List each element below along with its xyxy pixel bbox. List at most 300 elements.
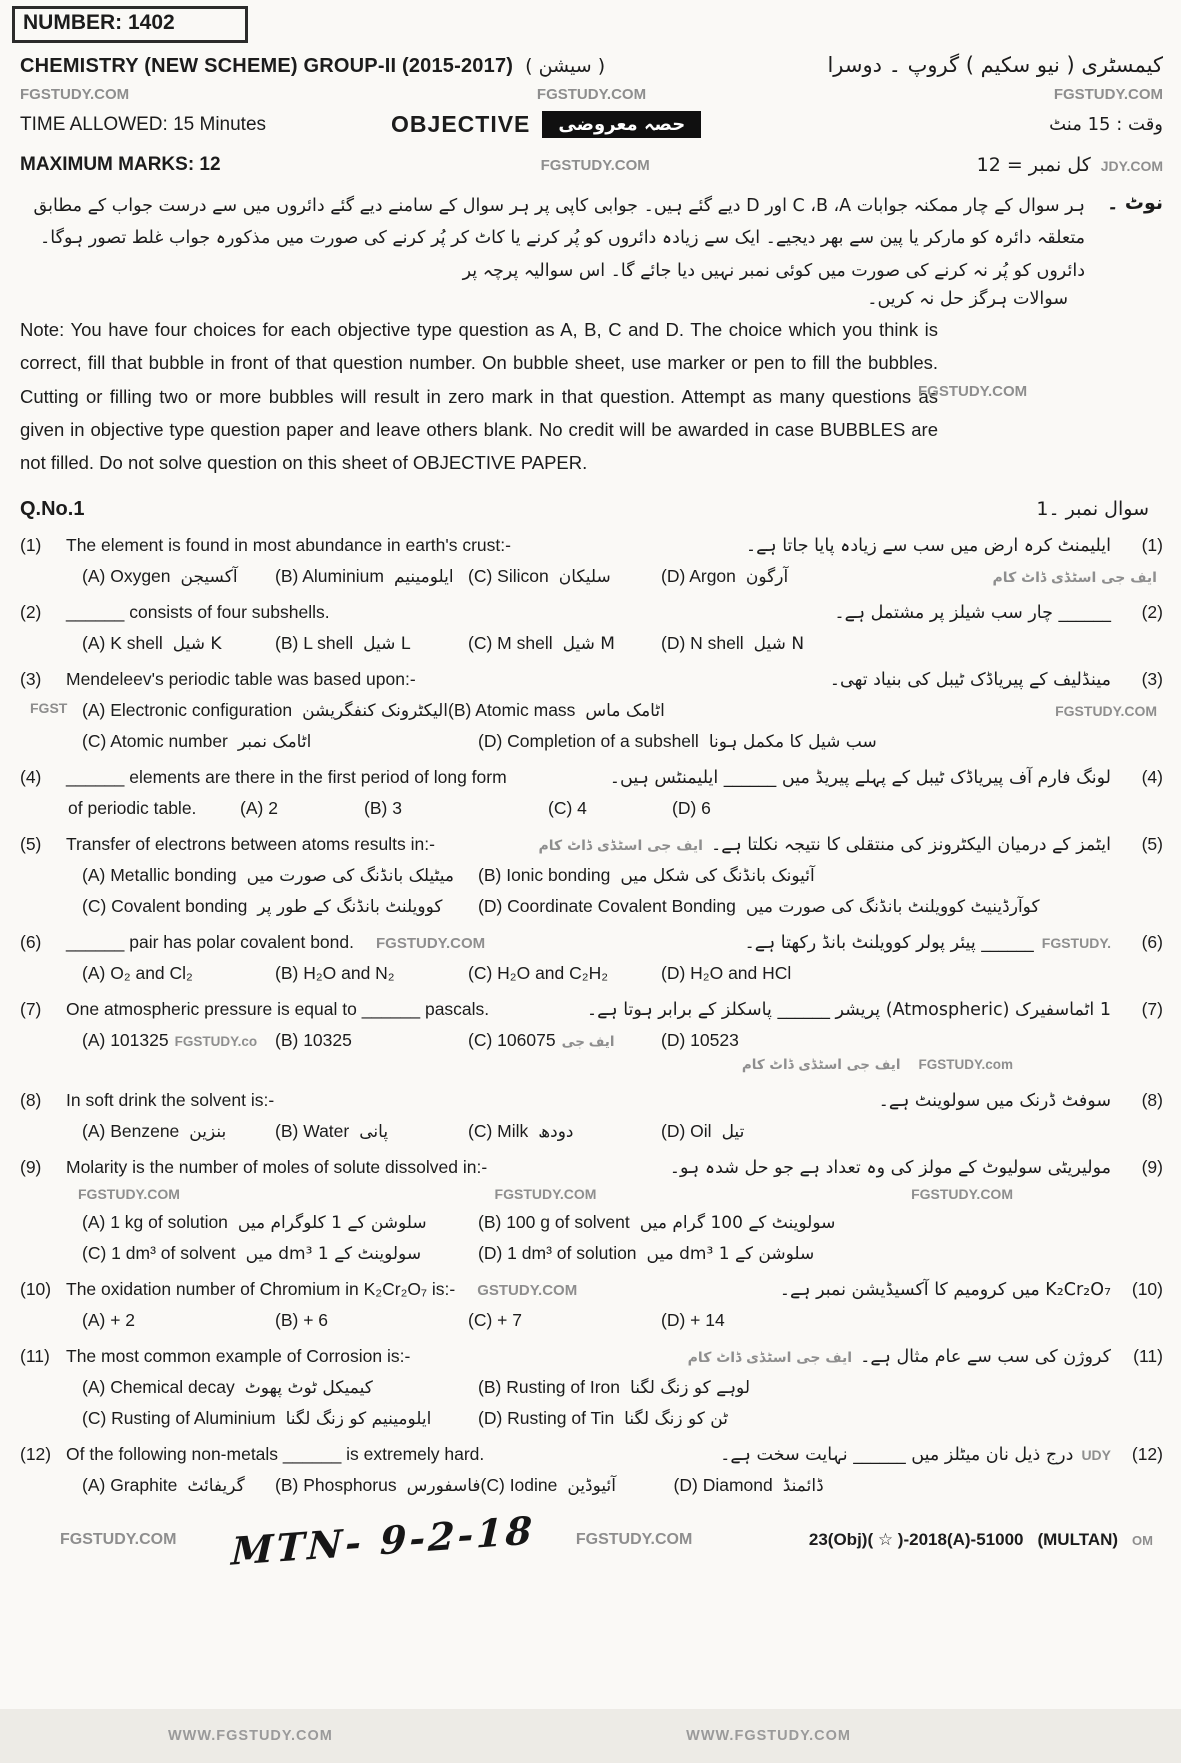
question-number: (5) (20, 833, 42, 854)
option-text: 100 g of solvent (506, 1211, 630, 1232)
option-text-urdu: کیمیکل ٹوٹ پھوٹ (244, 1377, 373, 1398)
options-row (20, 1212, 1163, 1233)
print-code: 23(Obj)( ☆ )-2018(A)-51000 (808, 1530, 1024, 1550)
option-text-urdu: K شیل (172, 633, 222, 654)
option-text: H₂O and N₂ (303, 962, 395, 983)
option-text: Rusting of Tin (507, 1407, 615, 1428)
option-text: N shell (690, 632, 744, 653)
watermark-text: FGSTUDY.COM (536, 86, 647, 103)
watermark-text: FGSTUDY.COM (1053, 86, 1163, 103)
option-text-urdu: الیکٹرونک کنفگریشن (302, 700, 449, 721)
option-label: (B) (275, 1309, 299, 1330)
watermark-text: FGSTUDY.COM (78, 1185, 180, 1202)
option-c (82, 731, 478, 752)
question-one-heading-row (20, 498, 1163, 521)
option-c (468, 1310, 661, 1331)
paper-number-box (12, 6, 248, 43)
options-row (20, 633, 1163, 654)
watermark-text: FGSTUDY. (1041, 934, 1111, 951)
option-d (661, 633, 804, 654)
option-text-urdu: فاسفورس (406, 1475, 481, 1496)
option-text: 6 (701, 797, 711, 818)
question-number-right: (8) (1141, 1089, 1163, 1110)
question-2 (20, 602, 1163, 654)
watermark-text: ایف جی (561, 1033, 615, 1049)
option-text: 10523 (690, 1029, 739, 1050)
option-text-urdu: ٹن کو زنگ لگنا (624, 1408, 728, 1429)
question-number: (8) (20, 1089, 42, 1110)
watermark-text: FGSTUDY.com (918, 1056, 1013, 1072)
option-text: 2 (268, 797, 278, 818)
option-label: (D) (478, 1407, 503, 1428)
question-6 (20, 932, 1163, 984)
option-label: (A) (82, 962, 106, 983)
option-text: O₂ and Cl₂ (110, 962, 193, 983)
watermark-text: FGSTUDY.COM (575, 1531, 693, 1549)
option-text-urdu: سولوینٹ کے 1 dm³ میں (245, 1243, 422, 1264)
option-c (548, 798, 672, 819)
option-text: 1 dm³ of solvent (111, 1242, 236, 1263)
options-row (20, 731, 1163, 752)
option-text: 1 dm³ of solution (507, 1242, 637, 1263)
question-number-right: (2) (1141, 601, 1163, 622)
option-label: (A) (82, 1474, 106, 1495)
question-number: (9) (20, 1156, 42, 1177)
watermark-text: GSTUDY.COM (477, 1281, 578, 1299)
option-a (82, 566, 275, 587)
option-text: Rusting of Aluminium (111, 1407, 276, 1428)
option-text-urdu: میٹیلک بانڈنگ کی صورت میں (246, 865, 455, 886)
question-text-urdu: ایلیمنٹ کرہ ارض میں سب سے زیادہ پایا جاتا ہے۔ (745, 535, 1111, 556)
option-text: Oil (690, 1120, 712, 1141)
question-text-urdu: سوفٹ ڈرنک میں سولوینٹ ہے۔ (878, 1090, 1111, 1111)
question-head (20, 767, 1163, 788)
option-text: 10325 (303, 1029, 352, 1050)
option-d (661, 1121, 744, 1142)
question-head (20, 602, 1163, 623)
option-label: (C) (468, 962, 493, 983)
option-label: (A) (240, 797, 264, 818)
option-a (82, 700, 448, 721)
option-text-urdu: گریفائٹ (187, 1475, 245, 1496)
option-label: (B) (275, 632, 299, 653)
option-text: 1 kg of solution (110, 1211, 228, 1232)
option-label: (C) (468, 565, 493, 586)
maximum-marks-urdu: کل نمبر = 12 (976, 154, 1091, 176)
question-head (20, 999, 1163, 1020)
question-number-right: (5) (1141, 833, 1163, 854)
question-number: (1) (20, 534, 42, 555)
option-text: 4 (577, 797, 587, 818)
options-row (20, 1408, 1163, 1429)
option-d (661, 1310, 725, 1331)
option-c (82, 1243, 478, 1264)
watermark-text: FGSTUDY.COM (918, 383, 1028, 400)
question-text: ______ consists of four subshells. (66, 601, 330, 622)
option-label: (D) (661, 632, 686, 653)
question-text-urdu: درج ذیل نان میٹلز میں ______ نہایت سخت ہے۔ (720, 1444, 1074, 1465)
watermark-text: FGSTUDY.COM (20, 86, 130, 103)
option-text: 101325 (110, 1029, 169, 1050)
marks-row (20, 154, 1163, 176)
option-d (661, 963, 791, 984)
option-label: (D) (661, 1029, 686, 1050)
session-label: ( سیشن ) (525, 55, 606, 77)
option-text: Oxygen (110, 565, 171, 586)
watermark-text: FGSTUDY.COM (376, 934, 486, 952)
option-text: 106075 (497, 1029, 556, 1050)
question-5 (20, 834, 1163, 917)
question-text-urdu: مینڈلیف کے پیریاڈک ٹیبل کی بنیاد تھی۔ (829, 669, 1111, 690)
option-text-urdu: ایلومینیم کو زنگ لگنا (285, 1408, 432, 1429)
option-text-urdu: کوآرڈینیٹ کوویلنٹ بانڈنگ کی صورت میں (745, 896, 1040, 917)
objective-heading-group (391, 111, 701, 138)
options-row (20, 566, 1163, 587)
option-d (478, 1408, 728, 1429)
option-b (275, 1475, 481, 1496)
question-text-line2 (20, 798, 1163, 819)
option-text: Electronic configuration (110, 699, 293, 720)
option-b (275, 1030, 468, 1051)
option-d (674, 1475, 824, 1496)
option-label: (A) (82, 632, 106, 653)
option-text: Completion of a subshell (507, 730, 699, 751)
question-text: ______ pair has polar covalent bond. (66, 931, 354, 952)
option-label: (D) (661, 565, 686, 586)
watermark-text: ایف جی اسٹڈی ڈاٹ کام (992, 569, 1157, 586)
option-text-urdu: سلوشن کے 1 dm³ میں (646, 1243, 815, 1264)
question-text: Molarity is the number of moles of solute dissolved in:- (66, 1156, 488, 1177)
option-label: (C) (468, 632, 493, 653)
option-text: Water (303, 1120, 350, 1141)
option-text-urdu: آرگون (745, 566, 789, 587)
watermark-text: FGST (30, 699, 68, 716)
option-text: Benzene (110, 1120, 180, 1141)
option-text-urdu: آکسیجن (180, 566, 238, 587)
option-d (672, 798, 796, 819)
option-a (82, 1377, 478, 1398)
question-number: (12) (20, 1443, 52, 1464)
option-text: + 6 (303, 1309, 329, 1330)
question-one-heading: Q.No.1 (20, 497, 85, 520)
option-c (468, 963, 661, 984)
option-c (468, 1121, 661, 1142)
option-label: (A) (82, 699, 106, 720)
option-label: (C) (82, 1407, 107, 1428)
question-number: (4) (20, 766, 42, 787)
option-label: (C) (468, 1120, 493, 1141)
option-text-urdu: اٹامک ماس (585, 700, 665, 721)
question-number-right: (10) (1131, 1278, 1163, 1299)
option-text: Diamond (702, 1474, 773, 1495)
question-number: (6) (20, 931, 42, 952)
note-urdu-row (20, 190, 1163, 287)
question-text: ______ elements are there in the first period of long form (66, 766, 507, 787)
maximum-marks: MAXIMUM MARKS: 12 (20, 154, 221, 175)
time-allowed-urdu: وقت : 15 منٹ (1049, 114, 1163, 135)
option-label: (C) (468, 1309, 493, 1330)
option-text-urdu: N شیل (753, 633, 805, 654)
question-text-urdu: ایٹمز کے درمیان الیکٹرونز کی منتقلی کا نتیجہ نکلتا ہے۔ (710, 834, 1111, 855)
print-code-group (809, 1530, 1153, 1550)
title-row (20, 53, 1163, 78)
option-text: Silicon (497, 565, 549, 586)
question-number: (3) (20, 668, 42, 689)
question-text-urdu: کروژن کی سب سے عام مثال ہے۔ (860, 1346, 1111, 1367)
question-head (20, 932, 1163, 953)
question-number-right: (9) (1141, 1156, 1163, 1177)
option-text: Chemical decay (110, 1376, 235, 1397)
option-text: Atomic mass (475, 699, 576, 720)
watermark-row (20, 1055, 1163, 1075)
question-12 (20, 1444, 1163, 1496)
option-text: Aluminium (302, 565, 384, 586)
option-label: (A) (82, 1211, 106, 1232)
question-1 (20, 535, 1163, 587)
watermark-text: ایف جی اسٹڈی ڈاٹ کام (538, 837, 703, 854)
time-row (20, 111, 1163, 138)
watermark-text: FGSTUDY.COM (494, 1185, 597, 1202)
option-text-urdu: لوہے کو زنگ لگنا (630, 1377, 751, 1398)
option-label: (D) (478, 1242, 503, 1263)
questions-list (20, 535, 1163, 1496)
website-url: WWW.FGSTUDY.COM (686, 1728, 851, 1744)
option-text-urdu: سلوشن کے 1 کلوگرام میں (237, 1212, 427, 1233)
option-a (82, 1212, 478, 1233)
objective-heading-urdu: حصہ معروضی (542, 111, 701, 138)
watermark-text: FGSTUDY.COM (540, 156, 650, 174)
option-text: M shell (497, 632, 553, 653)
option-text: 3 (392, 797, 402, 818)
question-7 (20, 999, 1163, 1075)
question-number-right: (11) (1133, 1345, 1163, 1366)
watermark-row (20, 86, 1163, 103)
option-text: Ionic bonding (506, 864, 611, 885)
option-label: (D) (478, 895, 503, 916)
option-d (661, 1030, 739, 1051)
question-text: Mendeleev's periodic table was based upon:- (66, 668, 416, 689)
option-label: (D) (661, 1120, 686, 1141)
question-9 (20, 1157, 1163, 1264)
option-b (478, 1212, 835, 1233)
options-row (20, 1310, 1163, 1331)
note-urdu-line3: سوالات ہرگز حل نہ کریں۔ (867, 289, 1068, 310)
options-row (20, 1475, 1163, 1496)
option-text: H₂O and HCl (690, 962, 792, 983)
option-d (478, 731, 877, 752)
option-label: (C) (480, 1474, 505, 1495)
option-a (240, 798, 364, 819)
question-text: One atmospheric pressure is equal to ______ pascals. (66, 998, 490, 1019)
option-text: + 7 (497, 1309, 522, 1330)
website-url: WWW.FGSTUDY.COM (168, 1728, 333, 1744)
option-d (478, 1243, 814, 1264)
question-text-urdu: لونگ فارم آف پیریاڈک ٹیبل کے پہلے پیریڈ میں ______ ایلیمنٹس ہیں۔ (609, 767, 1111, 788)
option-label: (B) (364, 797, 388, 818)
option-text-urdu: L شیل (363, 633, 411, 654)
question-number-right: (3) (1141, 668, 1163, 689)
option-text: Covalent bonding (111, 895, 248, 916)
question-head (20, 1346, 1163, 1367)
question-text: Transfer of electrons between atoms results in:- (66, 833, 435, 854)
question-number-right: (4) (1141, 766, 1163, 787)
option-text-urdu: سولوینٹ کے 100 گرام میں (639, 1212, 836, 1233)
option-d (478, 896, 1040, 917)
option-text: K shell (110, 632, 163, 653)
option-text: Rusting of Iron (506, 1376, 621, 1397)
watermark-text: ایف جی اسٹڈی ڈاٹ کام (741, 1056, 901, 1073)
option-text-urdu: M شیل (562, 633, 615, 654)
paper-title: CHEMISTRY (NEW SCHEME) GROUP-II (2015-2017) (20, 55, 514, 77)
footer-row (20, 1507, 1163, 1574)
watermark-text: FGSTUDY.COM (1055, 702, 1157, 719)
option-text-urdu: سلیکان (558, 566, 611, 587)
option-text-urdu: تیل (721, 1121, 745, 1142)
question-number: (2) (20, 601, 42, 622)
question-head (20, 1157, 1163, 1178)
question-number: (11) (20, 1345, 50, 1366)
objective-heading: OBJECTIVE (391, 111, 531, 137)
options-row (20, 896, 1163, 917)
question-head (20, 535, 1163, 556)
options-row (20, 963, 1163, 984)
option-label: (B) (275, 1474, 299, 1495)
option-label: (D) (672, 797, 697, 818)
option-c (481, 1475, 674, 1496)
option-a (82, 1310, 275, 1331)
options-row (20, 865, 1163, 886)
option-text-urdu: سب شیل کا مکمل ہونا (708, 731, 877, 752)
watermark-text: FGSTUDY.co (174, 1033, 258, 1049)
option-text: + 14 (690, 1309, 725, 1330)
option-text-urdu: دودھ (538, 1121, 574, 1142)
options-row (20, 1121, 1163, 1142)
question-text: The oxidation number of Chromium in K₂Cr₂O₇ is:- (66, 1278, 456, 1299)
option-b (275, 1121, 468, 1142)
option-label: (B) (275, 565, 299, 586)
watermark-text: UDY (1081, 1446, 1111, 1463)
question-one-heading-urdu: سوال نمبر ۔1 (1036, 497, 1149, 520)
question-head (20, 1090, 1163, 1111)
question-text: The most common example of Corrosion is:- (66, 1345, 411, 1366)
option-label: (B) (478, 1211, 502, 1232)
option-label: (B) (478, 1376, 502, 1397)
option-b (275, 566, 468, 587)
option-text: Milk (497, 1120, 529, 1141)
option-text-urdu: ڈائمنڈ (782, 1475, 824, 1496)
time-allowed: TIME ALLOWED: 15 Minutes (20, 113, 267, 135)
option-text: Graphite (110, 1474, 178, 1495)
watermark-text: FGSTUDY.COM (60, 1531, 177, 1549)
question-text: In soft drink the solvent is:- (66, 1089, 275, 1110)
options-row (20, 700, 1163, 721)
question-text-urdu: ______ چار سب شیلز پر مشتمل ہے۔ (834, 602, 1111, 623)
question-head (20, 1444, 1163, 1465)
option-text: H₂O and C₂H₂ (497, 962, 608, 983)
paper-title-urdu: کیمسٹری ( نیو سکیم ) گروپ ۔ دوسرا (827, 53, 1163, 77)
question-text-urdu: K₂Cr₂O₇ میں کرومیم کا آکسیڈیشن نمبر ہے۔ (779, 1279, 1111, 1300)
option-text-urdu: آئیونک بانڈنگ کی شکل میں (620, 865, 815, 886)
option-label: (A) (82, 864, 106, 885)
option-a (82, 1121, 275, 1142)
question-8 (20, 1090, 1163, 1142)
option-label: (D) (673, 1474, 698, 1495)
option-b (364, 798, 488, 819)
question-text-urdu: ______ پیئر پولر کوویلنٹ بانڈ رکھتا ہے۔ (744, 932, 1034, 953)
option-label: (C) (468, 1029, 493, 1050)
maximum-marks-urdu-group (977, 154, 1163, 176)
option-text: Argon (689, 565, 736, 586)
option-b (275, 633, 468, 654)
option-c (468, 566, 661, 587)
option-a (82, 633, 275, 654)
option-c (82, 1408, 478, 1429)
option-label: (A) (82, 1376, 106, 1397)
option-label: (D) (661, 962, 686, 983)
option-text-urdu: اٹامک نمبر (237, 731, 312, 752)
option-label: (B) (478, 864, 502, 885)
watermark-row (20, 1186, 1163, 1202)
paper-number: NUMBER: 1402 (23, 11, 175, 34)
note-label-urdu: نوٹ ۔ (1107, 192, 1163, 214)
option-text: Metallic bonding (110, 864, 237, 885)
option-text-urdu: بنزین (189, 1121, 227, 1142)
question-text-continued: of periodic table. (68, 797, 197, 818)
option-label: (A) (82, 1309, 106, 1330)
option-label: (B) (275, 1029, 299, 1050)
option-text-urdu: کوویلنٹ بانڈنگ کے طور پر (257, 896, 443, 917)
option-text: Coordinate Covalent Bonding (507, 895, 736, 916)
option-label: (B) (448, 699, 472, 720)
option-label: (B) (275, 962, 299, 983)
option-b (275, 963, 468, 984)
option-a (82, 963, 275, 984)
question-number-right: (12) (1131, 1443, 1163, 1464)
question-head (20, 1279, 1163, 1300)
note-english: Note: You have four choices for each objective type question as A, B, C and D. The choice which you think is correct, fill that bubble in front of that question number. On bubble sheet, use marker or pen to fill the bubbles. Cutting or filling two or more bubbles will result in zero mark in that question. Attempt as many questions as given in objective type question paper and leave others blank. No credit will be awarded in case BUBBLES are not filled. Do not solve question on this sheet of OBJECTIVE PAPER. (20, 319, 938, 474)
question-11 (20, 1346, 1163, 1429)
bottom-band (0, 1709, 1181, 1763)
option-b (275, 1310, 468, 1331)
options-row (20, 1377, 1163, 1398)
question-number-right: (1) (1141, 534, 1163, 555)
board-city: (MULTAN) (1037, 1530, 1119, 1550)
option-a (82, 1475, 275, 1496)
option-c (82, 896, 478, 917)
option-label: (A) (82, 565, 106, 586)
option-c (468, 1030, 661, 1051)
question-number-right: (7) (1141, 998, 1163, 1019)
option-text-urdu: ایلومینیم (393, 566, 454, 587)
question-text-urdu: مولیریٹی سولیوٹ کے مولز کی وہ تعداد ہے جو حل شدہ ہو۔ (669, 1157, 1111, 1178)
option-d (661, 566, 788, 587)
question-number: (7) (20, 998, 42, 1019)
question-text-urdu: 1 اٹماسفیرک (Atmospheric) پریشر ______ پاسکلز کے برابر ہوتا ہے۔ (586, 999, 1111, 1020)
question-number: (10) (20, 1278, 52, 1299)
question-10 (20, 1279, 1163, 1331)
watermark-text: ایف جی اسٹڈی ڈاٹ کام (687, 1349, 853, 1366)
option-b (478, 1377, 750, 1398)
option-text: + 2 (110, 1309, 136, 1330)
option-text: Phosphorus (303, 1474, 397, 1495)
options-row (20, 1030, 1163, 1051)
watermark-text: JDY.COM (1100, 158, 1163, 174)
option-text: Iodine (509, 1474, 558, 1495)
option-text-urdu: پانی (359, 1121, 389, 1142)
option-label: (C) (82, 1242, 107, 1263)
option-label: (D) (661, 1309, 686, 1330)
question-3 (20, 669, 1163, 752)
